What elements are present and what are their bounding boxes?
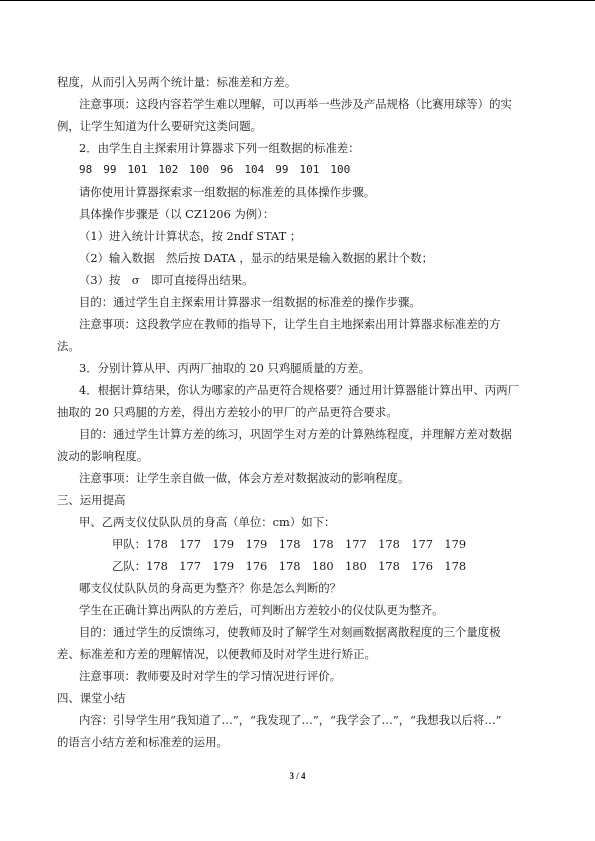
text-line: 注意事项：教师要及时对学生的学习情况进行评价。 <box>79 669 341 683</box>
text-line: 4．根据计算结果，你认为哪家的产品更符合规格要？通过用计算器能计算出甲、丙两厂 <box>79 383 520 397</box>
text-line: 目的：通过学生自主探索用计算器求一组数据的标准差的操作步骤。 <box>79 295 421 309</box>
text-line: 乙队：178 177 179 176 178 180 180 178 176 178 <box>112 559 467 573</box>
text-line: 内容：引导学生用“我知道了…”，“我发现了…”，“我学会了…”，“我想我以后将…” <box>79 713 502 727</box>
text-line: 例，让学生知道为什么要研究这类问题。 <box>57 119 263 133</box>
text-line: 波动的影响程度。 <box>57 449 149 463</box>
text-line: 请你使用计算器探索求一组数据的标准差的具体操作步骤。 <box>79 185 376 199</box>
text-line: 98 99 101 102 100 96 104 99 101 100 <box>79 163 351 176</box>
text-line: 哪支仪仗队队员的身高更为整齐？你是怎么判断的？ <box>79 581 341 595</box>
text-line: 具体操作步骤是（以 CZ1206 为例）： <box>79 207 275 221</box>
text-line: 注意事项：让学生亲自做一做，体会方差对数据波动的影响程度。 <box>79 471 410 485</box>
text-line: 注意事项：这段教学应在教师的指导下，让学生自主地探索出用计算器求标准差的方 <box>79 317 501 331</box>
text-line: 的语言小结方差和标准差的运用。 <box>57 735 228 749</box>
text-line: （1）进入统计计算状态，按 2ndf STAT ； <box>79 229 302 243</box>
text-line: 目的：通过学生的反馈练习，使教师及时了解学生对刻画数据离散程度的三个量度极 <box>79 625 501 639</box>
text-line: 差、标准差和方差的理解情况，以便教师及时对学生进行矫正。 <box>57 647 376 661</box>
text-line: 2．由学生自主探索用计算器求下列一组数据的标准差： <box>79 141 360 155</box>
header-rule <box>0 0 595 1</box>
text-line: 学生在正确计算出两队的方差后，可判断出方差较小的仪仗队更为整齐。 <box>79 603 444 617</box>
text-line: 目的：通过学生计算方差的练习，巩固学生对方差的计算熟练程度，并理解方差对数据 <box>79 427 512 441</box>
page-number: 3 / 4 <box>289 771 306 781</box>
text-line: 四、课堂小结 <box>57 691 126 705</box>
text-line: 三、运用提高 <box>57 493 126 507</box>
text-line: 程度，从而引入另两个统计量：标准差和方差。 <box>57 75 297 89</box>
text-line: 甲、乙两支仪仗队队员的身高（单位：cm）如下： <box>79 515 336 529</box>
text-line: 注意事项：这段内容若学生难以理解，可以再举一些涉及产品规格（比赛用球等）的实 <box>79 97 512 111</box>
document-body <box>57 71 547 753</box>
text-line: （3）按 σ 即可直接得出结果。 <box>79 273 254 287</box>
text-line: 甲队：178 177 179 179 178 178 177 178 177 179 <box>112 537 467 551</box>
text-line: （2）输入数据 然后按 DATA ，显示的结果是输入数据的累计个数； <box>79 251 433 265</box>
text-line: 法。 <box>57 339 80 353</box>
text-line: 3．分别计算从甲、丙两厂抽取的 20 只鸡腿质量的方差。 <box>79 361 370 375</box>
text-line: 抽取的 20 只鸡腿的方差，得出方差较小的甲厂的产品更符合要求。 <box>57 405 398 419</box>
